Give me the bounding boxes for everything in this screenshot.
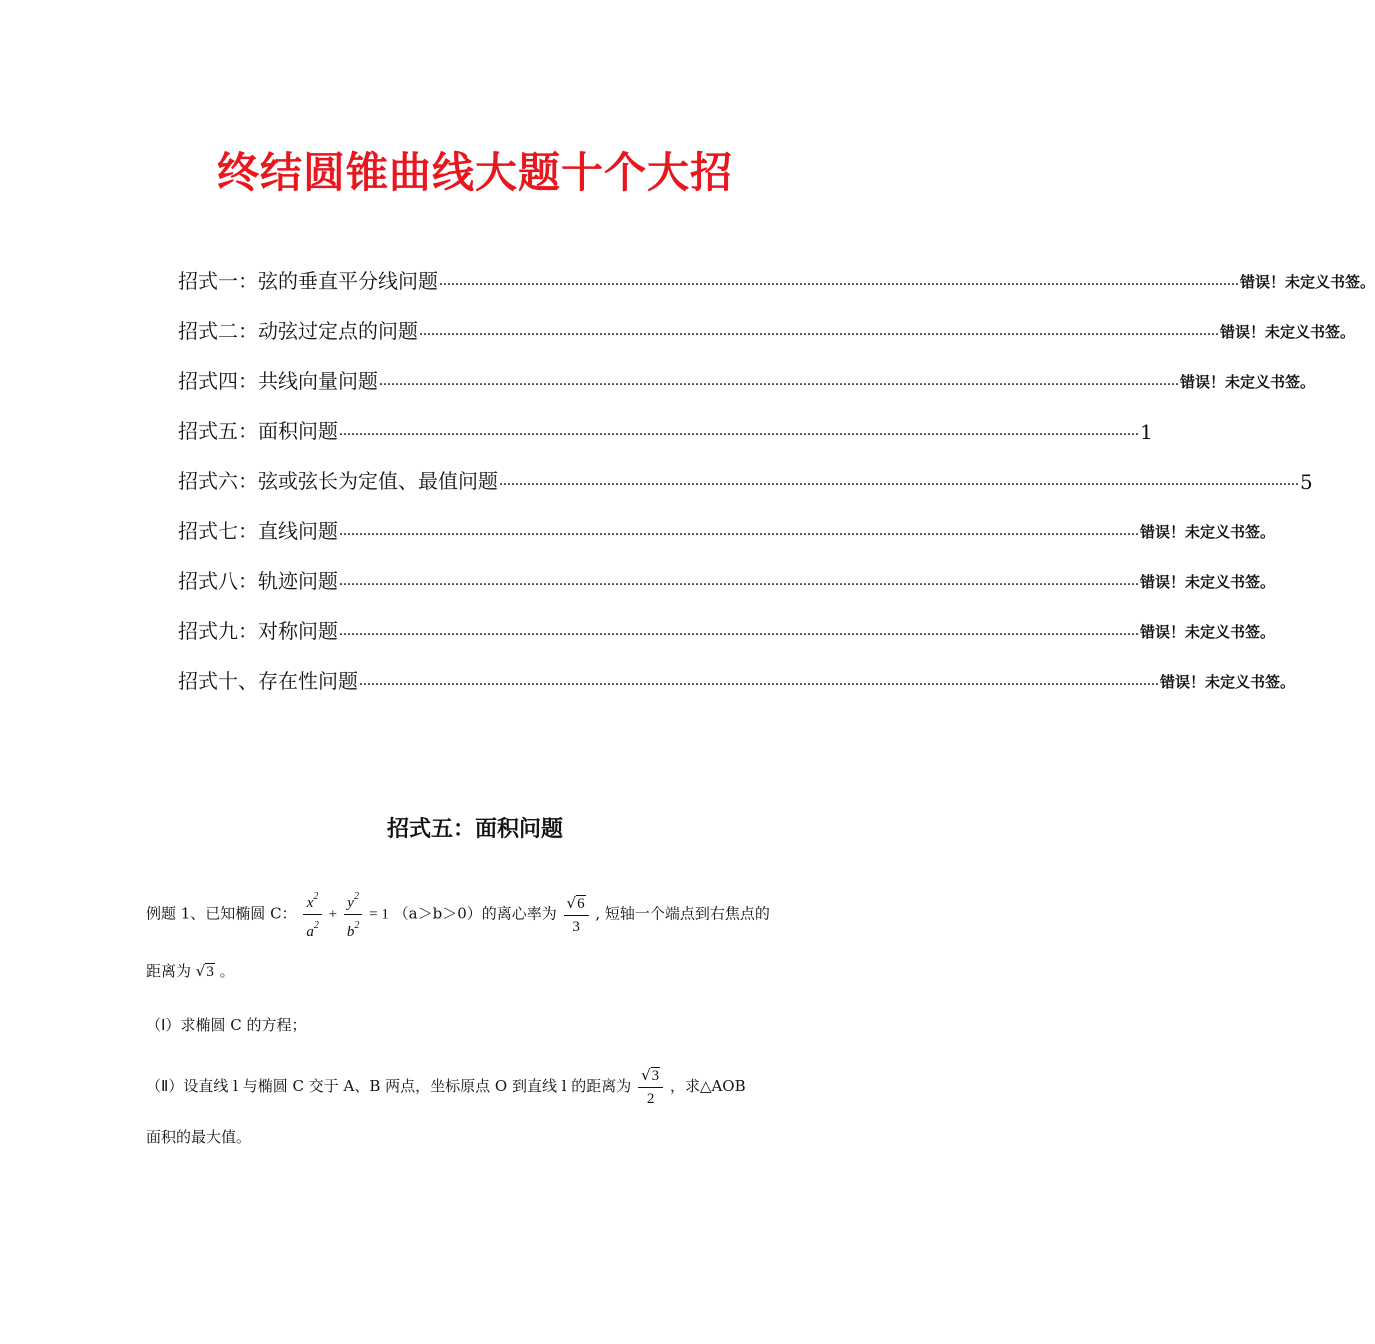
exponent: 2 — [313, 920, 319, 931]
toc-entry-page: 错误！未定义书签。 — [1220, 323, 1356, 341]
toc-dot-leader: ........................................................................................................................................................................................................ — [339, 572, 1139, 589]
toc-entry-page: 错误！未定义书签。 — [1140, 573, 1276, 591]
part-1-number: （Ⅰ） — [146, 1018, 181, 1034]
part-2-line-2 — [146, 1126, 251, 1147]
exponent: 2 — [354, 920, 360, 931]
dist-suffix: 。 — [219, 962, 235, 980]
part-2-line-1 — [146, 1064, 746, 1110]
fraction-x2-a2 — [303, 886, 322, 943]
toc-entry-label: 招式七：直线问题 — [178, 519, 338, 543]
var-b: b — [346, 924, 355, 940]
toc-entry[interactable] — [178, 444, 1313, 494]
toc-entry[interactable] — [178, 544, 1276, 594]
example-line-2: 距离为 √3 。 — [146, 962, 235, 980]
var-x: x — [306, 895, 314, 911]
toc-dot-leader: ........................................................................................................................................................................................................ — [419, 322, 1219, 339]
example-condition: （a＞b＞0）的离心率为 — [393, 904, 557, 923]
ecc-denominator: 3 — [572, 918, 580, 935]
dist-prefix: 距离为 — [146, 962, 192, 980]
toc-dot-leader: ........................................................................................................................................................................................................ — [339, 422, 1139, 439]
toc-entry[interactable] — [178, 394, 1153, 444]
ecc-numerator: 6 — [577, 895, 585, 912]
example-after-ecc: , 短轴一个端点到右焦点的 — [595, 904, 770, 923]
toc-entry-page: 1 — [1140, 420, 1153, 444]
toc-entry[interactable] — [178, 494, 1276, 544]
part-2-frac-numerator: 3 — [651, 1068, 660, 1084]
equals-one: = 1 — [369, 906, 389, 923]
exponent: 2 — [353, 891, 359, 902]
distance-fraction: $\frac{√3}{2}$ — [638, 1064, 663, 1110]
part-2-frac-denominator: 2 — [646, 1091, 655, 1107]
toc-dot-leader: ........................................................................................................................................................................................................ — [379, 372, 1179, 389]
var-y: y — [347, 895, 354, 911]
eccentricity-fraction: $\frac{√6}{3}$ — [564, 892, 589, 938]
toc-entry[interactable] — [178, 344, 1316, 394]
toc-entry-label: 招式九：对称问题 — [178, 619, 338, 643]
toc-dot-leader: ........................................................................................................................................................................................................ — [499, 472, 1299, 489]
toc-entry-page: 错误！未定义书签。 — [1180, 373, 1316, 391]
part-1-text: 求椭圆 C 的方程； — [180, 1016, 307, 1034]
part-2-number: （Ⅱ） — [146, 1079, 184, 1095]
toc-entry[interactable] — [178, 244, 1375, 294]
toc-entry-label: 招式二：动弦过定点的问题 — [178, 319, 418, 343]
section-heading: 招式五：面积问题 — [386, 817, 563, 842]
var-a: a — [306, 924, 314, 940]
toc-entry-page: 错误！未定义书签。 — [1240, 273, 1375, 291]
toc-entry-label: 招式五：面积问题 — [178, 419, 338, 443]
table-of-contents — [178, 244, 1375, 694]
toc-entry-page: 错误！未定义书签。 — [1140, 523, 1276, 541]
part-2-after: ，求△AOB — [669, 1077, 746, 1095]
toc-entry-page: 错误！未定义书签。 — [1160, 673, 1296, 691]
part-2-text: 设直线 l 与椭圆 C 交于 A、B 两点，坐标原点 O 到直线 l 的距离为 — [183, 1077, 632, 1095]
part-1 — [146, 1014, 306, 1035]
toc-entry-page: 5 — [1300, 470, 1313, 494]
toc-entry-page: 错误！未定义书签。 — [1140, 623, 1276, 641]
toc-entry[interactable] — [178, 644, 1296, 694]
toc-entry-label: 招式四：共线向量问题 — [178, 369, 378, 393]
toc-entry[interactable] — [178, 594, 1276, 644]
toc-entry-label: 招式十、存在性问题 — [178, 669, 358, 693]
example-intro: 例题 1、已知椭圆 C： — [146, 904, 297, 923]
toc-entry-label: 招式一：弦的垂直平分线问题 — [178, 269, 438, 293]
toc-dot-leader: ........................................................................................................................................................................................................ — [339, 622, 1139, 639]
exponent: 2 — [313, 891, 319, 902]
toc-dot-leader: ........................................................................................................................................................................................................ — [339, 522, 1139, 539]
plus-sign: + — [328, 906, 338, 923]
fraction-y2-b2 — [344, 886, 363, 943]
dist-value: 3 — [206, 964, 214, 980]
toc-entry-label: 招式八：轨迹问题 — [178, 569, 338, 593]
toc-dot-leader: ........................................................................................................................................................................................................ — [359, 672, 1159, 689]
toc-entry-label: 招式六：弦或弦长为定值、最值问题 — [178, 469, 498, 493]
part-2-continuation: 面积的最大值。 — [146, 1128, 252, 1146]
toc-entry[interactable] — [178, 294, 1356, 344]
document-title: 终结圆锥曲线大题十个大招 — [216, 148, 733, 197]
toc-dot-leader: ........................................................................................................................................................................................................ — [439, 272, 1239, 289]
example-line-1 — [146, 886, 770, 943]
